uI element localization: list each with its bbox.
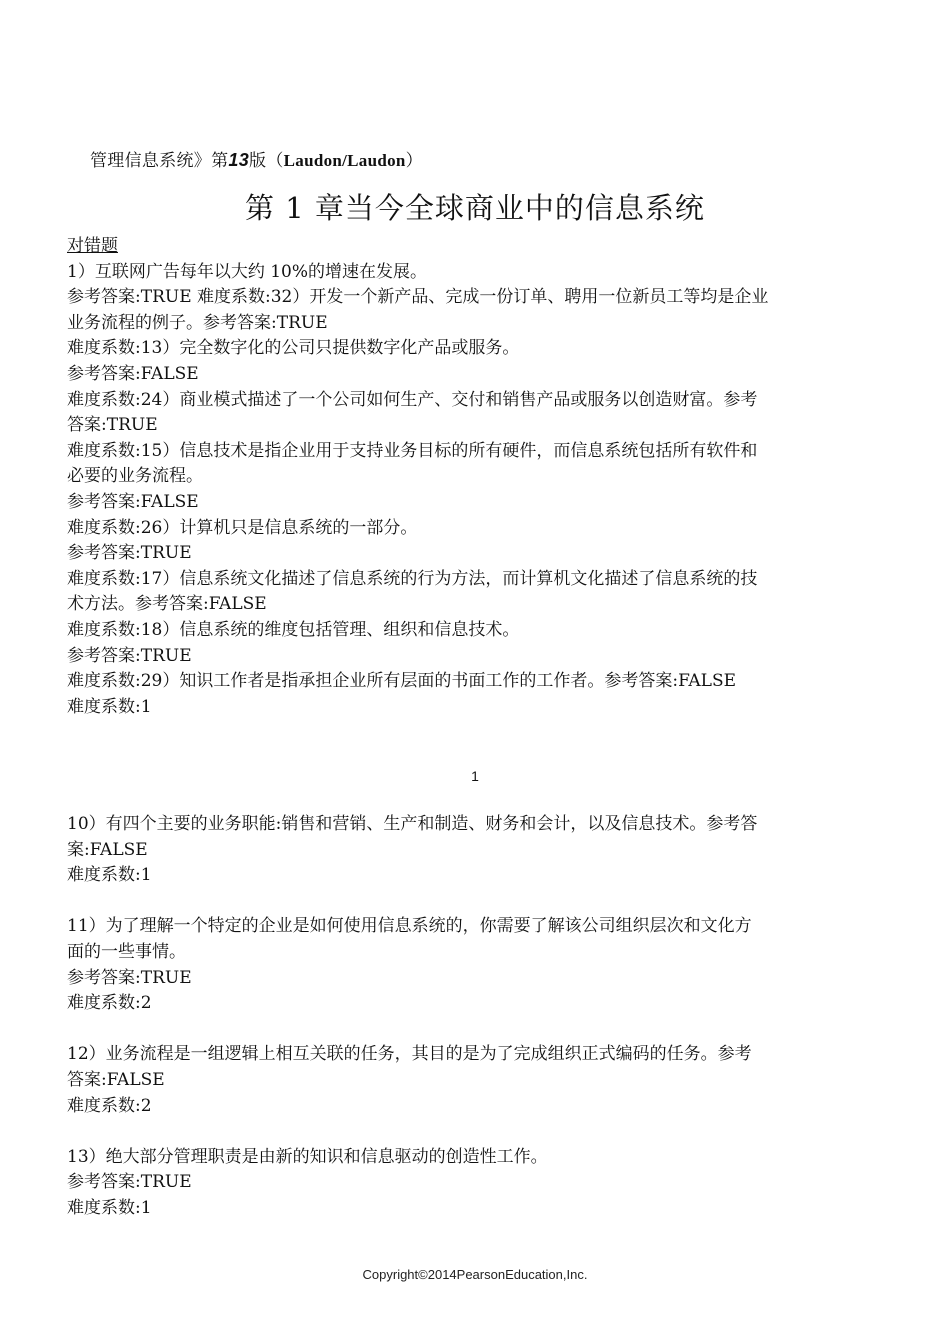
text-line: 难度系数:29）知识工作者是指承担企业所有层面的书面工作的工作者。参考答案:FALSE [67, 671, 737, 692]
text-line: 难度系数:13）完全数字化的公司只提供数字化产品或服务。 [67, 338, 520, 359]
page2-body [67, 812, 887, 1247]
text-line: 难度系数:2 [67, 993, 152, 1014]
section-label: 对错题 [67, 236, 118, 256]
authors: Laudon/Laudon [283, 151, 406, 170]
text-line: 答案:FALSE [67, 1069, 165, 1090]
text-line: 11）为了理解一个特定的企业是如何使用信息系统的，你需要了解该公司组织层次和文化方 [67, 916, 752, 937]
question-block [67, 1145, 887, 1222]
page1-body [67, 234, 887, 720]
edition-number: 13 [228, 150, 250, 170]
text-line: 必要的业务流程。 [67, 466, 203, 487]
text-line: 参考答案:TRUE 难度系数:32）开发一个新产品、完成一份订单、聘用一位新员工等均是企业 [67, 287, 769, 308]
text-line: 参考答案:TRUE [67, 645, 192, 666]
text-line: 参考答案:TRUE [67, 543, 192, 564]
text-line: 难度系数:24）商业模式描述了一个公司如何生产、交付和销售产品或服务以创造财富。参考 [67, 389, 758, 410]
text-line: 难度系数:1 [67, 865, 152, 886]
text-line: 参考答案:TRUE [67, 1172, 192, 1193]
text-line: 参考答案:FALSE [67, 363, 199, 384]
text-line: 参考答案:TRUE [67, 967, 192, 988]
chapter-title: 第 1 章当今全球商业中的信息系统 [245, 191, 705, 225]
text-line: 参考答案:FALSE [67, 491, 199, 512]
text-line: 难度系数:2 [67, 1095, 152, 1116]
text-line: 术方法。参考答案:FALSE [67, 594, 267, 615]
text-line: 难度系数:26）计算机只是信息系统的一部分。 [67, 517, 418, 538]
text-line: 面的一些事情。 [67, 941, 186, 962]
book-title [90, 146, 423, 171]
question-block [67, 914, 887, 1016]
question-block [67, 1042, 887, 1119]
text-line: 难度系数:15）信息技术是指企业用于支持业务目标的所有硬件，而信息系统包括所有软件和 [67, 440, 758, 461]
text-line: 难度系数:1 [67, 696, 152, 717]
page1-lines [67, 260, 887, 721]
text-line: 1）互联网广告每年以大约 10%的增速在发展。 [67, 261, 428, 282]
text-line: 10）有四个主要的业务职能:销售和营销、生产和制造、财务和会计，以及信息技术。参考答 [67, 814, 758, 834]
text-line: 业务流程的例子。参考答案:TRUE [67, 312, 328, 333]
page-number: 1 [471, 768, 479, 784]
text-line: 12）业务流程是一组逻辑上相互关联的任务，其目的是为了完成组织正式编码的任务。参考 [67, 1044, 752, 1065]
book-title-prefix: 管理信息系统》第 [90, 151, 229, 171]
text-line: 难度系数:1 [67, 1197, 152, 1218]
text-line: 难度系数:18）信息系统的维度包括管理、组织和信息技术。 [67, 619, 520, 640]
book-title-suffix: 版（ [249, 151, 284, 171]
question-block [67, 812, 887, 889]
text-line: 13）绝大部分管理职责是由新的知识和信息驱动的创造性工作。 [67, 1146, 548, 1167]
copyright-footer: Copyright©2014PearsonEducation,Inc. [362, 1267, 588, 1282]
text-line: 答案:TRUE [67, 415, 158, 436]
text-line: 难度系数:17）信息系统文化描述了信息系统的行为方法，而计算机文化描述了信息系统的技 [67, 568, 758, 589]
text-line: 案:FALSE [67, 839, 148, 860]
close-paren: ） [405, 151, 423, 171]
